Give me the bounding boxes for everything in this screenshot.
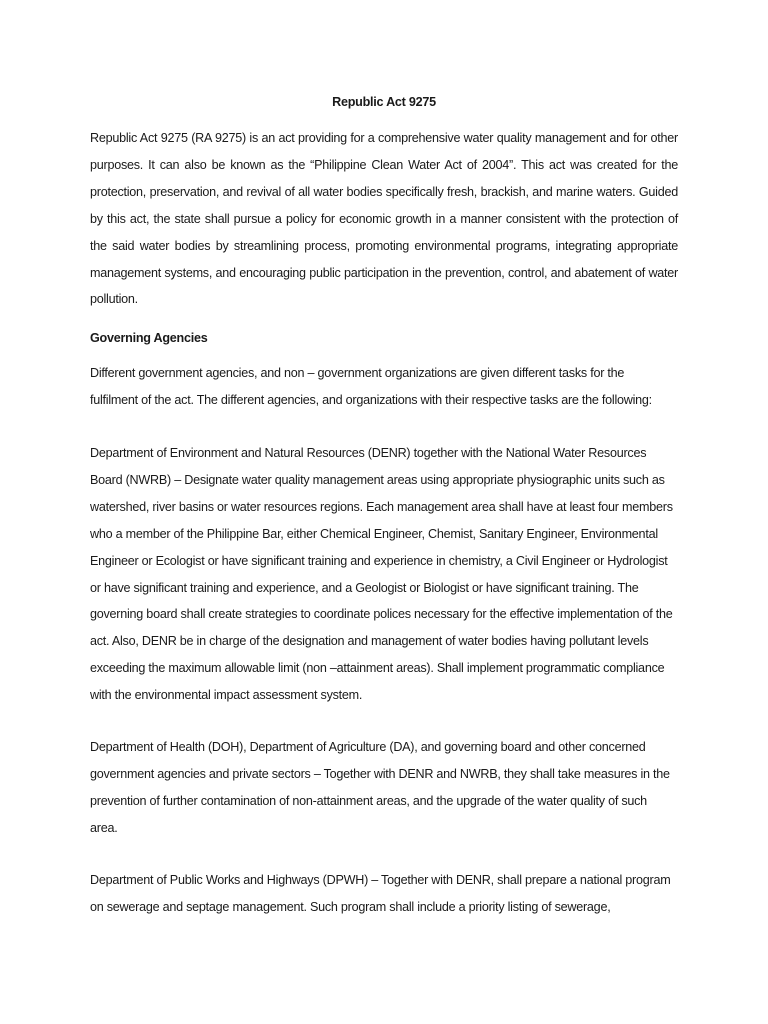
- agencies-intro-paragraph: Different government agencies, and non – government organizations are given different tasks for the fulfilment of the act. The different agencies, and organizations with their respective tasks are the following:: [90, 366, 652, 407]
- section-heading: Governing Agencies: [90, 331, 208, 345]
- intro-paragraph: Republic Act 9275 (RA 9275) is an act providing for a comprehensive water quality management and for other purposes. It can also be known as the “Philippine Clean Water Act of 2004”. This act was created for the protection, preservation, and revival of all water bodies specifically fresh, brackish, and marine waters. Guided by this act, the state shall pursue a policy for economic growth in a manner consistent with the protection of the said water bodies by streamlining process, promoting environmental programs, integrating appropriate management systems, and encouraging public participation in the prevention, control, and abatement of water pollution.: [90, 131, 678, 307]
- document-title: Republic Act 9275: [332, 95, 436, 109]
- denr-paragraph: Department of Environment and Natural Resources (DENR) together with the National Water Resources Board (NWRB) – Designate water quality management areas using appropriate physiographic units such as watershed, river basins or water resources regions. Each management area shall have at least four members who a member of the Philippine Bar, either Chemical Engineer, Chemist, Sanitary Engineer, Environmental Engineer or Ecologist or have significant training and experience in chemistry, a Civil Engineer or Hydrologist or have significant training and experience, and a Geologist or Biologist or have significant training. The governing board shall create strategies to coordinate polices necessary for the effective implementation of the act. Also, DENR be in charge of the designation and management of water bodies having pollutant levels exceeding the maximum allowable limit (non –attainment areas). Shall implement programmatic compliance with the environmental impact assessment system.: [90, 446, 673, 703]
- dpwh-paragraph: Department of Public Works and Highways (DPWH) – Together with DENR, shall prepare a national program on sewerage and septage management. Such program shall include a priority listing of sewerage,: [90, 873, 671, 914]
- doh-paragraph: Department of Health (DOH), Department of Agriculture (DA), and governing board and other concerned government agencies and private sectors – Together with DENR and NWRB, they shall take measures in the prevention of further contamination of non-attainment areas, and the upgrade of the water quality of such area.: [90, 740, 670, 835]
